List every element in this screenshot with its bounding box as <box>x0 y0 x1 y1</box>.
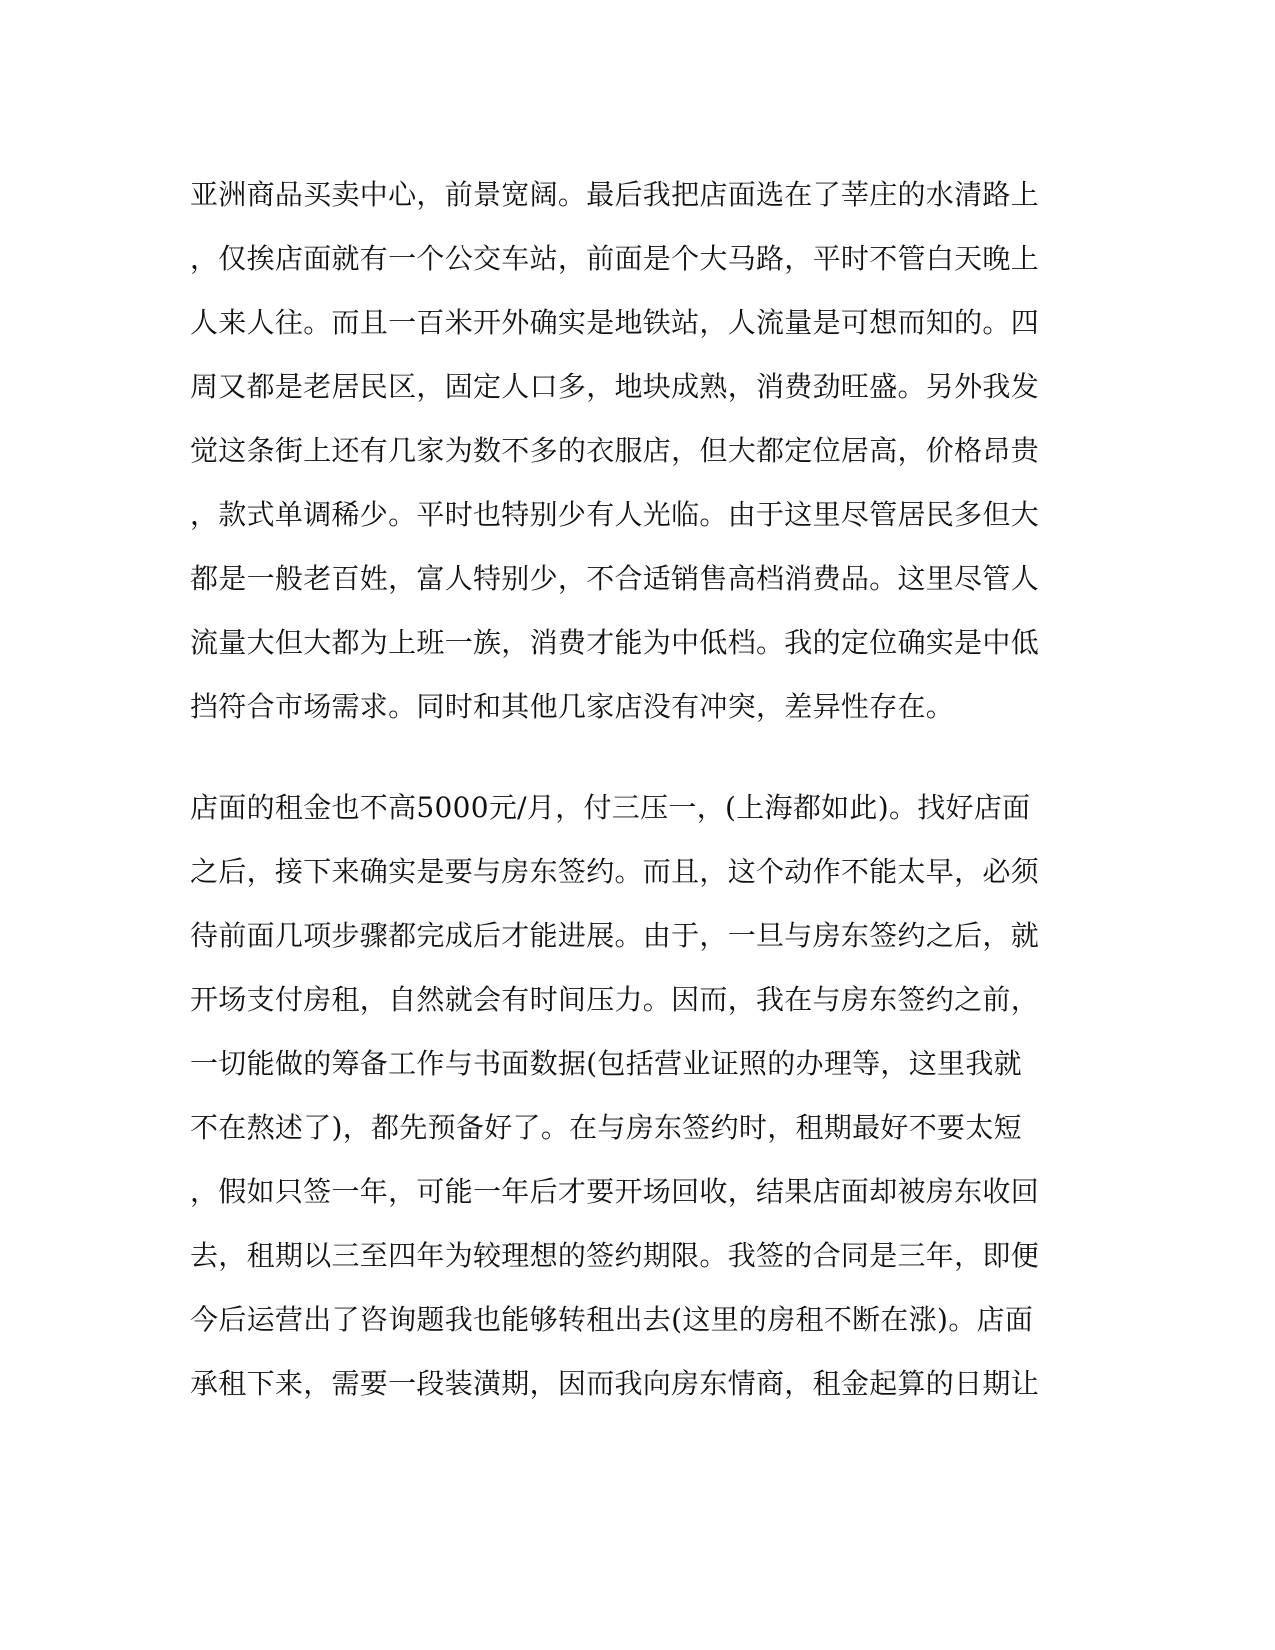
text-line: 之后，接下来确实是要与房东签约。而且，这个动作不能太早，必须 <box>190 855 1040 888</box>
paragraph-location <box>190 163 1090 739</box>
text-line: 今后运营出了咨询题我也能够转租出去(这里的房租不断在涨)。店面 <box>190 1303 1034 1336</box>
text-line: ，假如只签一年，可能一年后才要开场回收，结果店面却被房东收回 <box>190 1175 1040 1208</box>
text-line: 开场支付房租，自然就会有时间压力。因而，我在与房东签约之前， <box>190 983 1040 1016</box>
text-line: 店面的租金也不高5000元/月，付三压一，(上海都如此)。找好店面 <box>190 791 1031 824</box>
text-line: 亚洲商品买卖中心，前景宽阔。最后我把店面选在了莘庄的水清路上 <box>190 178 1040 211</box>
text-line: 待前面几项步骤都完成后才能进展。由于，一旦与房东签约之后，就 <box>190 919 1040 952</box>
text-line: 周又都是老居民区，固定人口多，地块成熟，消费劲旺盛。另外我发 <box>190 370 1040 403</box>
text-line: 承租下来，需要一段装潢期，因而我向房东情商，租金起算的日期让 <box>190 1367 1040 1400</box>
text-line: 流量大但大都为上班一族，消费才能为中低档。我的定位确实是中低 <box>190 626 1040 659</box>
text-line: 不在熬述了)，都先预备好了。在与房东签约时，租期最好不要太短 <box>190 1111 1022 1144</box>
text-line: 觉这条街上还有几家为数不多的衣服店，但大都定位居高，价格昂贵 <box>190 434 1040 467</box>
text-line: 挡符合市场需求。同时和其他几家店没有冲突，差异性存在。 <box>190 690 955 723</box>
text-line: 人来人往。而且一百米开外确实是地铁站，人流量是可想而知的。四 <box>190 306 1040 339</box>
text-line: 都是一般老百姓，富人特别少，不合适销售高档消费品。这里尽管人 <box>190 562 1040 595</box>
text-line: ，仅挨店面就有一个公交车站，前面是个大马路，平时不管白天晚上 <box>190 242 1040 275</box>
text-line: ，款式单调稀少。平时也特别少有人光临。由于这里尽管居民多但大 <box>190 498 1040 531</box>
text-line: 一切能做的筹备工作与书面数据(包括营业证照的办理等，这里我就 <box>190 1047 1022 1080</box>
paragraph-lease <box>190 776 1090 1416</box>
text-line: 去，租期以三至四年为较理想的签约期限。我签的合同是三年，即便 <box>190 1239 1040 1272</box>
